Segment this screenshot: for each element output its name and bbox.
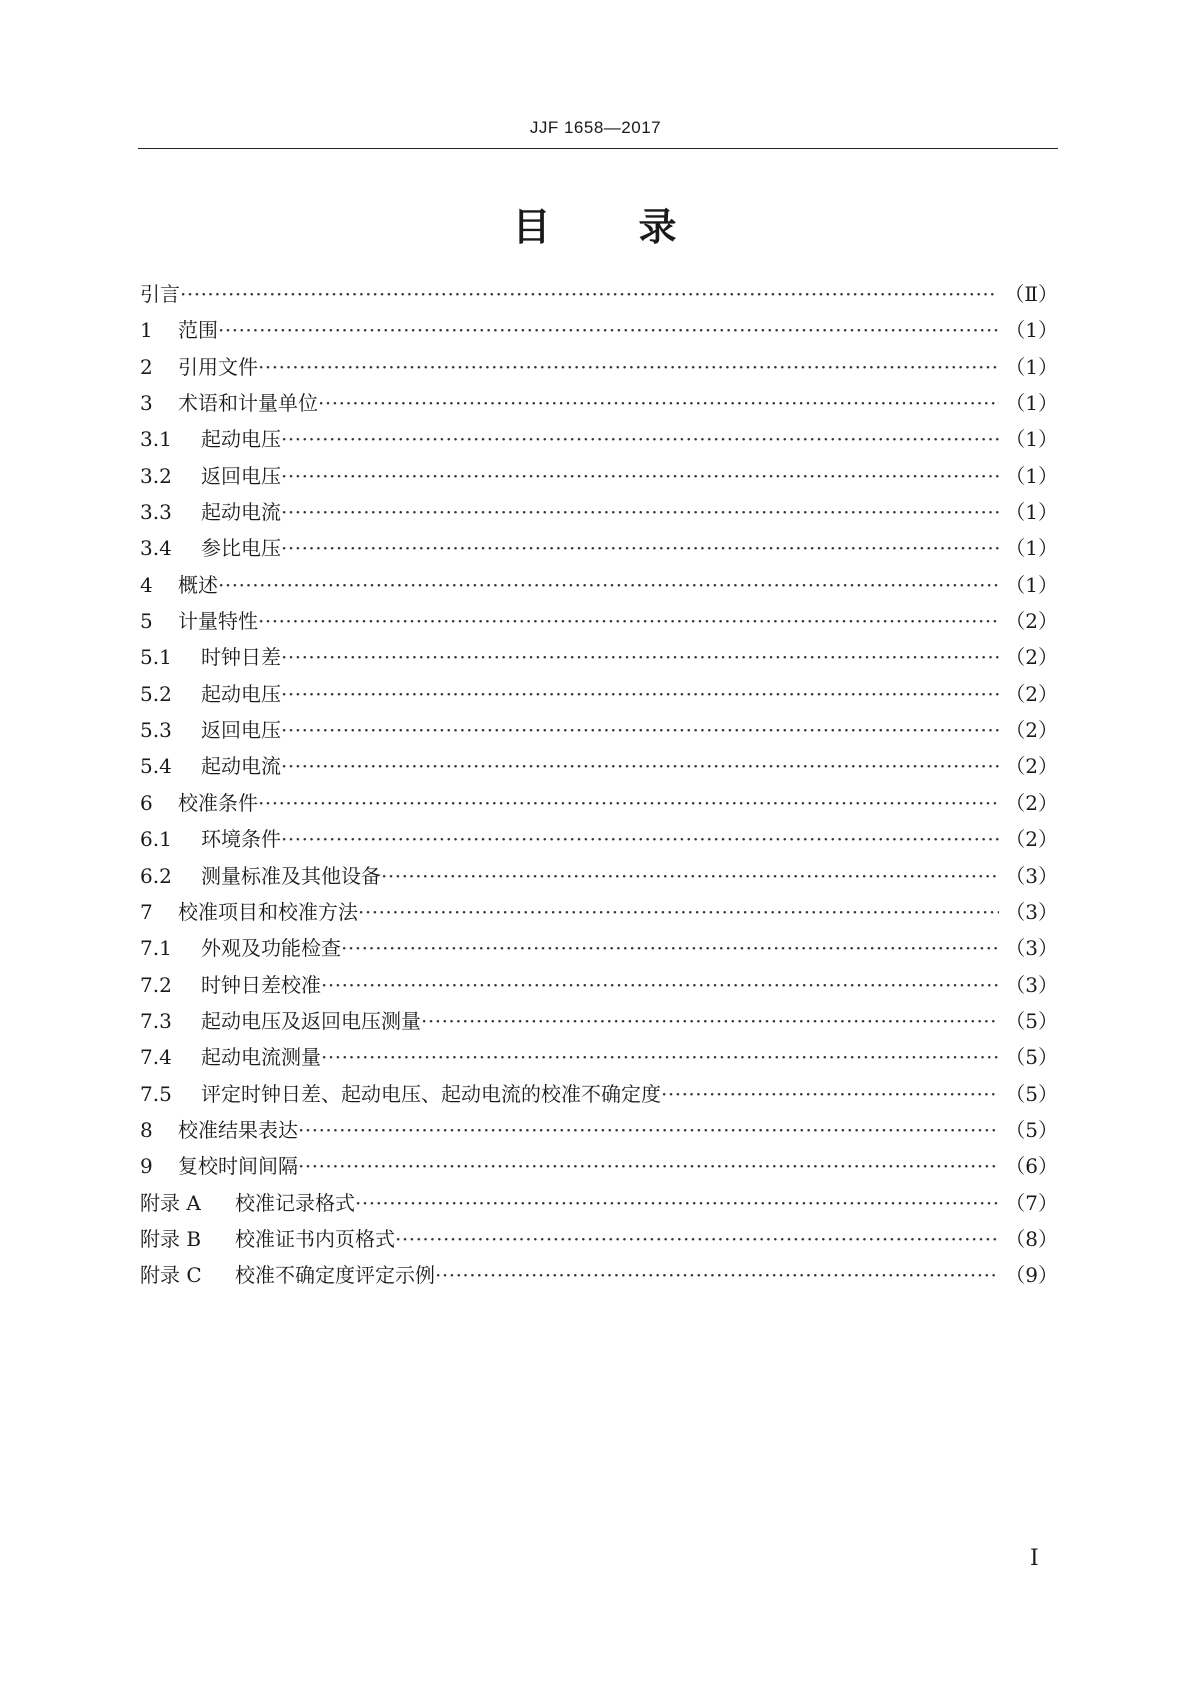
toc-entry-number: 5 [140,609,153,634]
toc-entry-page: （7） [1005,1190,1058,1215]
toc-entry-title: 校准证书内页格式 [235,1226,395,1251]
toc-entry-page: （1） [1005,391,1058,416]
toc-entry[interactable] [140,894,1058,930]
toc-entry-number: 3.3 [140,500,172,525]
toc-dot-leader [421,1003,999,1039]
toc-entry-number: 5.1 [140,645,172,670]
toc-entry-number: 2 [140,354,153,379]
toc-entry[interactable] [140,421,1058,457]
toc-entry[interactable] [140,1257,1058,1293]
toc-entry-number: 附录 C [140,1263,202,1288]
toc-dot-leader [661,1076,999,1112]
toc-entry[interactable] [140,458,1058,494]
toc-entry[interactable] [140,930,1058,966]
toc-dot-leader [281,639,999,675]
toc-entry-title: 时钟日差校准 [201,972,321,997]
toc-entry-page: （3） [1005,936,1058,961]
toc-dot-leader [258,349,999,385]
toc-dot-leader [341,930,999,966]
toc-entry-title: 引言 [140,282,180,306]
toc-entry-page: （1） [1005,536,1058,561]
toc-entry[interactable] [140,712,1058,748]
toc-entry-title: 校准条件 [178,790,258,815]
toc-dot-leader [180,276,998,312]
toc-entry-page: （1） [1005,427,1058,452]
toc-entry[interactable] [140,1221,1058,1257]
toc-entry-number: 3 [140,391,153,416]
toc-entry-title: 计量特性 [178,609,258,634]
toc-entry[interactable] [140,821,1058,857]
toc-entry-title: 外观及功能检查 [201,936,341,961]
toc-entry-number: 7.1 [140,936,172,961]
toc-entry[interactable] [140,1076,1058,1112]
toc-entry[interactable] [140,603,1058,639]
toc-dot-leader [395,1221,999,1257]
toc-entry[interactable] [140,1148,1058,1184]
toc-entry-title: 复校时间间隔 [178,1154,298,1179]
toc-entry-page: （Ⅱ） [1004,282,1058,306]
toc-entry-page: （2） [1005,827,1058,852]
toc-entry-page: （3） [1005,899,1058,924]
toc-entry[interactable] [140,858,1058,894]
toc-entry-page: （5） [1005,1117,1058,1142]
toc-entry-page: （5） [1005,1081,1058,1106]
toc-dot-leader [358,894,999,930]
toc-entry[interactable] [140,312,1058,348]
toc-entry[interactable] [140,748,1058,784]
toc-entry-page: （5） [1005,1008,1058,1033]
toc-entry-number: 7.4 [140,1045,172,1070]
toc-entry-number: 7 [140,899,153,924]
toc-entry-title: 起动电流 [201,754,281,779]
toc-entry-page: （2） [1005,681,1058,706]
toc-entry[interactable] [140,567,1058,603]
toc-entry-title: 评定时钟日差、起动电压、起动电流的校准不确定度 [201,1081,661,1106]
toc-entry-page: （1） [1005,354,1058,379]
toc-entry-page: （5） [1005,1045,1058,1070]
toc-dot-leader [258,603,999,639]
toc-dot-leader [321,967,999,1003]
toc-entry-number: 3.2 [140,463,172,488]
toc-entry-title: 术语和计量单位 [178,391,318,416]
toc-entry[interactable] [140,276,1058,312]
toc-entry[interactable] [140,676,1058,712]
table-of-contents [140,276,1058,1294]
toc-entry[interactable] [140,1003,1058,1039]
page-folio: Ⅰ [1030,1546,1039,1571]
toc-entry-title: 起动电流 [201,500,281,525]
title-char-right: 录 [638,205,679,249]
toc-entry-title: 环境条件 [201,827,281,852]
toc-dot-leader [381,858,999,894]
toc-dot-leader [218,312,999,348]
toc-entry-title: 引用文件 [178,354,258,379]
toc-dot-leader [298,1112,999,1148]
toc-entry-title: 起动电压及返回电压测量 [201,1008,421,1033]
toc-entry-title: 起动电压 [201,681,281,706]
toc-entry-title: 范围 [178,318,218,343]
toc-entry[interactable] [140,494,1058,530]
toc-entry-page: （2） [1005,609,1058,634]
toc-entry-number: 6 [140,790,153,815]
toc-dot-leader [298,1148,999,1184]
title-char-left: 目 [512,205,553,249]
toc-entry-number: 9 [140,1154,153,1179]
toc-entry[interactable] [140,1039,1058,1075]
toc-entry-page: （1） [1005,572,1058,597]
document-code-header: JJF 1658—2017 [529,118,662,137]
toc-entry-page: （6） [1005,1154,1058,1179]
toc-entry-title: 起动电流测量 [201,1045,321,1070]
toc-entry[interactable] [140,1185,1058,1221]
toc-entry-number: 附录 A [140,1190,201,1215]
toc-entry-title: 校准结果表达 [178,1117,298,1142]
toc-entry-page: （1） [1005,318,1058,343]
header-rule [138,148,1058,149]
toc-entry-title: 返回电压 [201,463,281,488]
toc-entry[interactable] [140,385,1058,421]
toc-entry-number: 6.1 [140,827,172,852]
toc-dot-leader [281,530,999,566]
toc-entry-title: 时钟日差 [201,645,281,670]
toc-entry-number: 5.2 [140,681,172,706]
toc-entry-title: 概述 [178,572,218,597]
toc-entry-title: 校准不确定度评定示例 [235,1263,435,1288]
toc-entry-page: （3） [1005,863,1058,888]
toc-entry[interactable] [140,967,1058,1003]
toc-dot-leader [355,1185,999,1221]
toc-entry-title: 参比电压 [201,536,281,561]
toc-entry[interactable] [140,639,1058,675]
toc-entry-page: （2） [1005,645,1058,670]
toc-entry-title: 校准项目和校准方法 [178,899,358,924]
toc-entry-number: 4 [140,572,153,597]
toc-entry-page: （1） [1005,463,1058,488]
toc-dot-leader [281,748,999,784]
toc-entry-title: 测量标准及其他设备 [201,863,381,888]
toc-entry-page: （2） [1005,754,1058,779]
toc-entry[interactable] [140,1112,1058,1148]
toc-entry-title: 起动电压 [201,427,281,452]
toc-dot-leader [321,1039,999,1075]
toc-entry-number: 7.3 [140,1008,172,1033]
toc-dot-leader [281,458,999,494]
toc-entry-number: 7.5 [140,1081,172,1106]
toc-entry-number: 8 [140,1117,153,1142]
toc-entry-page: （8） [1005,1226,1058,1251]
toc-entry[interactable] [140,349,1058,385]
toc-entry-page: （2） [1005,790,1058,815]
toc-dot-leader [435,1257,999,1293]
toc-entry-title: 校准记录格式 [235,1190,355,1215]
toc-entry-number: 6.2 [140,863,172,888]
toc-entry-title: 返回电压 [201,718,281,743]
toc-entry[interactable] [140,785,1058,821]
toc-entry-number: 3.1 [140,427,172,452]
toc-dot-leader [281,494,999,530]
toc-entry-page: （1） [1005,500,1058,525]
page-title [0,196,1191,251]
toc-entry[interactable] [140,530,1058,566]
toc-dot-leader [281,421,999,457]
toc-entry-number: 附录 B [140,1226,202,1251]
toc-entry-number: 7.2 [140,972,172,997]
toc-entry-page: （9） [1005,1263,1058,1288]
toc-entry-number: 5.4 [140,754,172,779]
toc-entry-number: 1 [140,318,153,343]
toc-entry-page: （3） [1005,972,1058,997]
toc-dot-leader [258,785,999,821]
toc-dot-leader [281,676,999,712]
toc-dot-leader [281,821,999,857]
toc-entry-page: （2） [1005,718,1058,743]
toc-entry-number: 5.3 [140,718,172,743]
toc-dot-leader [318,385,999,421]
toc-dot-leader [218,567,999,603]
toc-entry-number: 3.4 [140,536,172,561]
toc-dot-leader [281,712,999,748]
